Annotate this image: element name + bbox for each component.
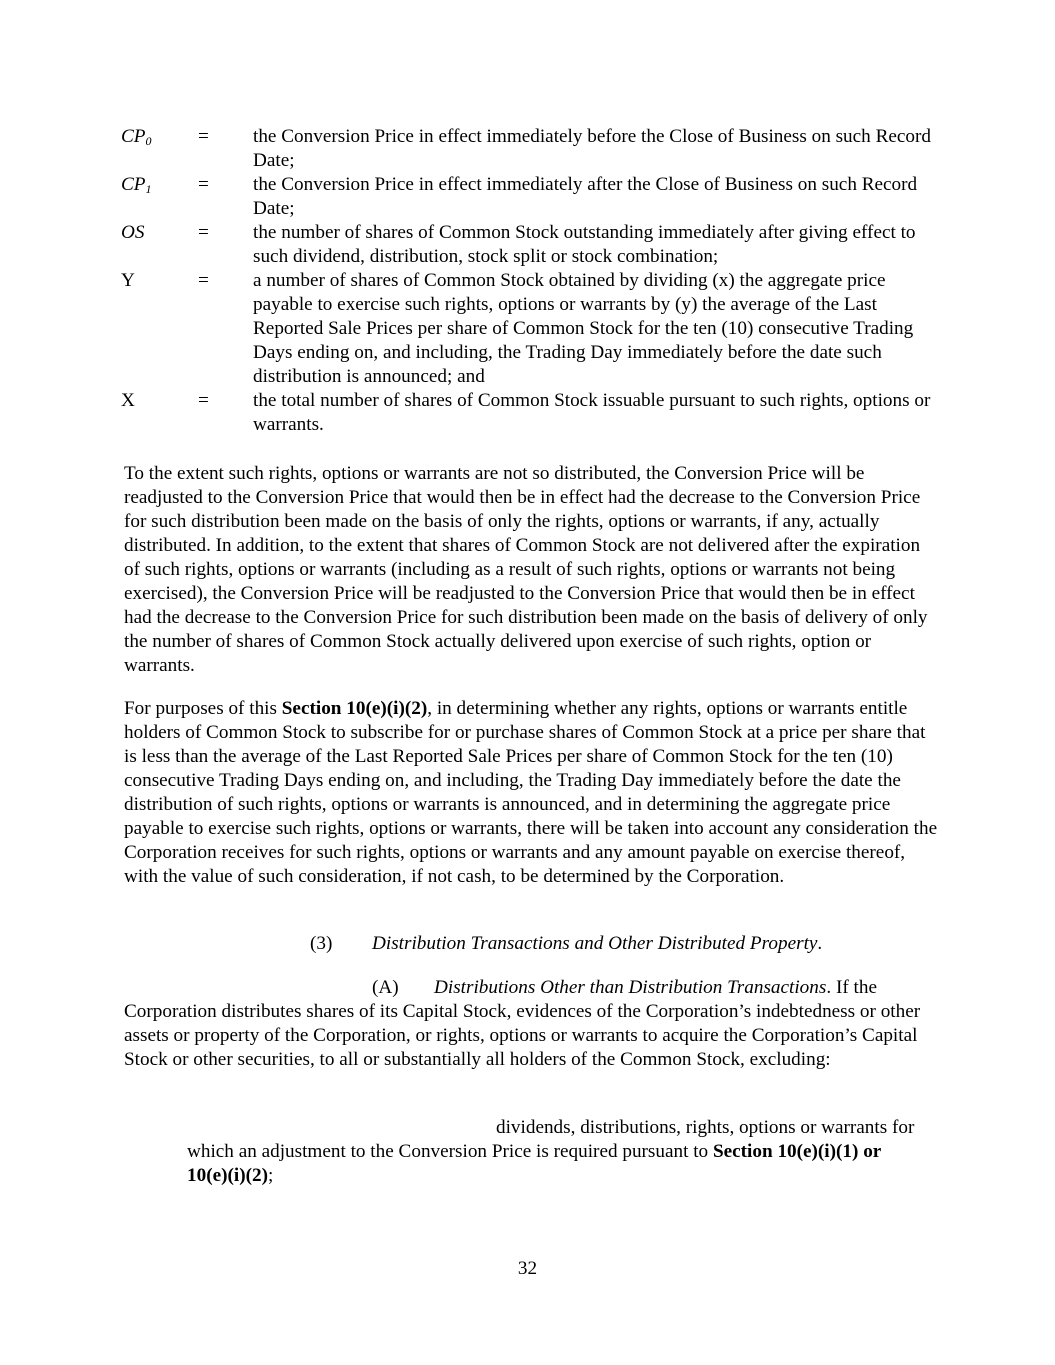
- subsection-a-paragraph: (A) Distributions Other than Distribution Transactions. If the Corporation distributes shares of its Capital Stock, evidences of the Corporation’s indebtedness or other assets or property of the Corporation, or rights, options or warrants to acquire the Corporation’s Capital Stock or other securities, to all or substantially all holders of the Common Stock, excluding:: [124, 977, 921, 1070]
- definition-text: the Conversion Price in effect immediately before the Close of Business on such Record Date;: [253, 126, 931, 171]
- subsection-heading-3: (3) Distribution Transactions and Other Distributed Property.: [310, 933, 823, 954]
- definition-equals: =: [198, 174, 209, 195]
- page-number: 32: [517, 1258, 538, 1279]
- definition-text: a number of shares of Common Stock obtained by dividing (x) the aggregate price payable to exercise such rights, options or warrants by (y) the average of the Last Reported Sale Prices per share of Common Stock for the ten (10) consecutive Trading Days ending on, and including, the Trading Day immediately before the date such distribution is announced; and: [253, 270, 914, 387]
- definition-symbol: X: [121, 390, 135, 411]
- definition-row: [121, 269, 941, 389]
- definition-row: [121, 173, 941, 221]
- section-reference: Section 10(e)(i)(2): [281, 698, 428, 719]
- subsection-title: Distributions Other than Distribution Transactions: [434, 977, 827, 998]
- definition-text: the Conversion Price in effect immediately after the Close of Business on such Record Date;: [253, 174, 918, 219]
- section-reference: Section 10(e)(i)(1) or 10(e)(i)(2): [187, 1141, 881, 1186]
- definition-equals: =: [198, 222, 209, 243]
- paragraph-readjustment: To the extent such rights, options or warrants are not so distributed, the Conversion Price will be readjusted to the Conversion Price that would then be in effect had the decrease to the Conversion Price for such distribution been made on the basis of only the rights, options or warrants, if any, actually distributed. In addition, to the extent that shares of Common Stock are not delivered after the expiration of such rights, options or warrants (including as a result of such rights, options or warrants not being exercised), the Conversion Price will be readjusted to the Conversion Price that would then be in effect had the decrease to the Conversion Price for such distribution been made on the basis of delivery of only the number of shares of Common Stock actually delivered upon exercise of such rights, option or warrants.: [124, 463, 928, 676]
- definition-symbol: $CP_1$: [121, 174, 152, 196]
- subsection-number: (3): [310, 933, 333, 954]
- definition-symbol: OS: [121, 222, 145, 243]
- definition-row: [121, 125, 941, 173]
- subsection-title: Distribution Transactions and Other Distributed Property: [372, 933, 818, 954]
- definition-text: the total number of shares of Common Stock issuable pursuant to such rights, options or warrants.: [253, 390, 931, 435]
- definition-row: [121, 389, 941, 437]
- definition-symbol: $CP_0$: [121, 126, 152, 148]
- subsection-number: (A): [372, 977, 399, 998]
- definition-row: [121, 221, 941, 269]
- paragraph-purposes: For purposes of this Section 10(e)(i)(2), in determining whether any rights, options or warrants entitle holders of Common Stock to subscribe for or purchase shares of Common Stock at a price per share that is less than the average of the Last Reported Sale Prices per share of Common Stock for the ten (10) consecutive Trading Days ending on, and including, the Trading Day immediately before the date the distribution of such rights, options or warrants is announced, and in determining the aggregate price payable to exercise such rights, options or warrants, there will be taken into account any consideration the Corporation receives for such rights, options or warrants and any amount payable on exercise thereof, with the value of such consideration, if not cash, to be determined by the Corporation.: [124, 698, 938, 887]
- definitions-list: [121, 125, 941, 437]
- definition-symbol: Y: [121, 270, 135, 291]
- definition-equals: =: [198, 126, 209, 147]
- exclusion-item: dividends, distributions, rights, options or warrants for which an adjustment to the Conversion Price is required pursuant to Section 10(e)(i)(1) or 10(e)(i)(2);: [187, 1117, 915, 1186]
- definition-text: the number of shares of Common Stock outstanding immediately after giving effect to such dividend, distribution, stock split or stock combination;: [253, 222, 916, 267]
- definition-equals: =: [198, 390, 209, 411]
- definition-equals: =: [198, 270, 209, 291]
